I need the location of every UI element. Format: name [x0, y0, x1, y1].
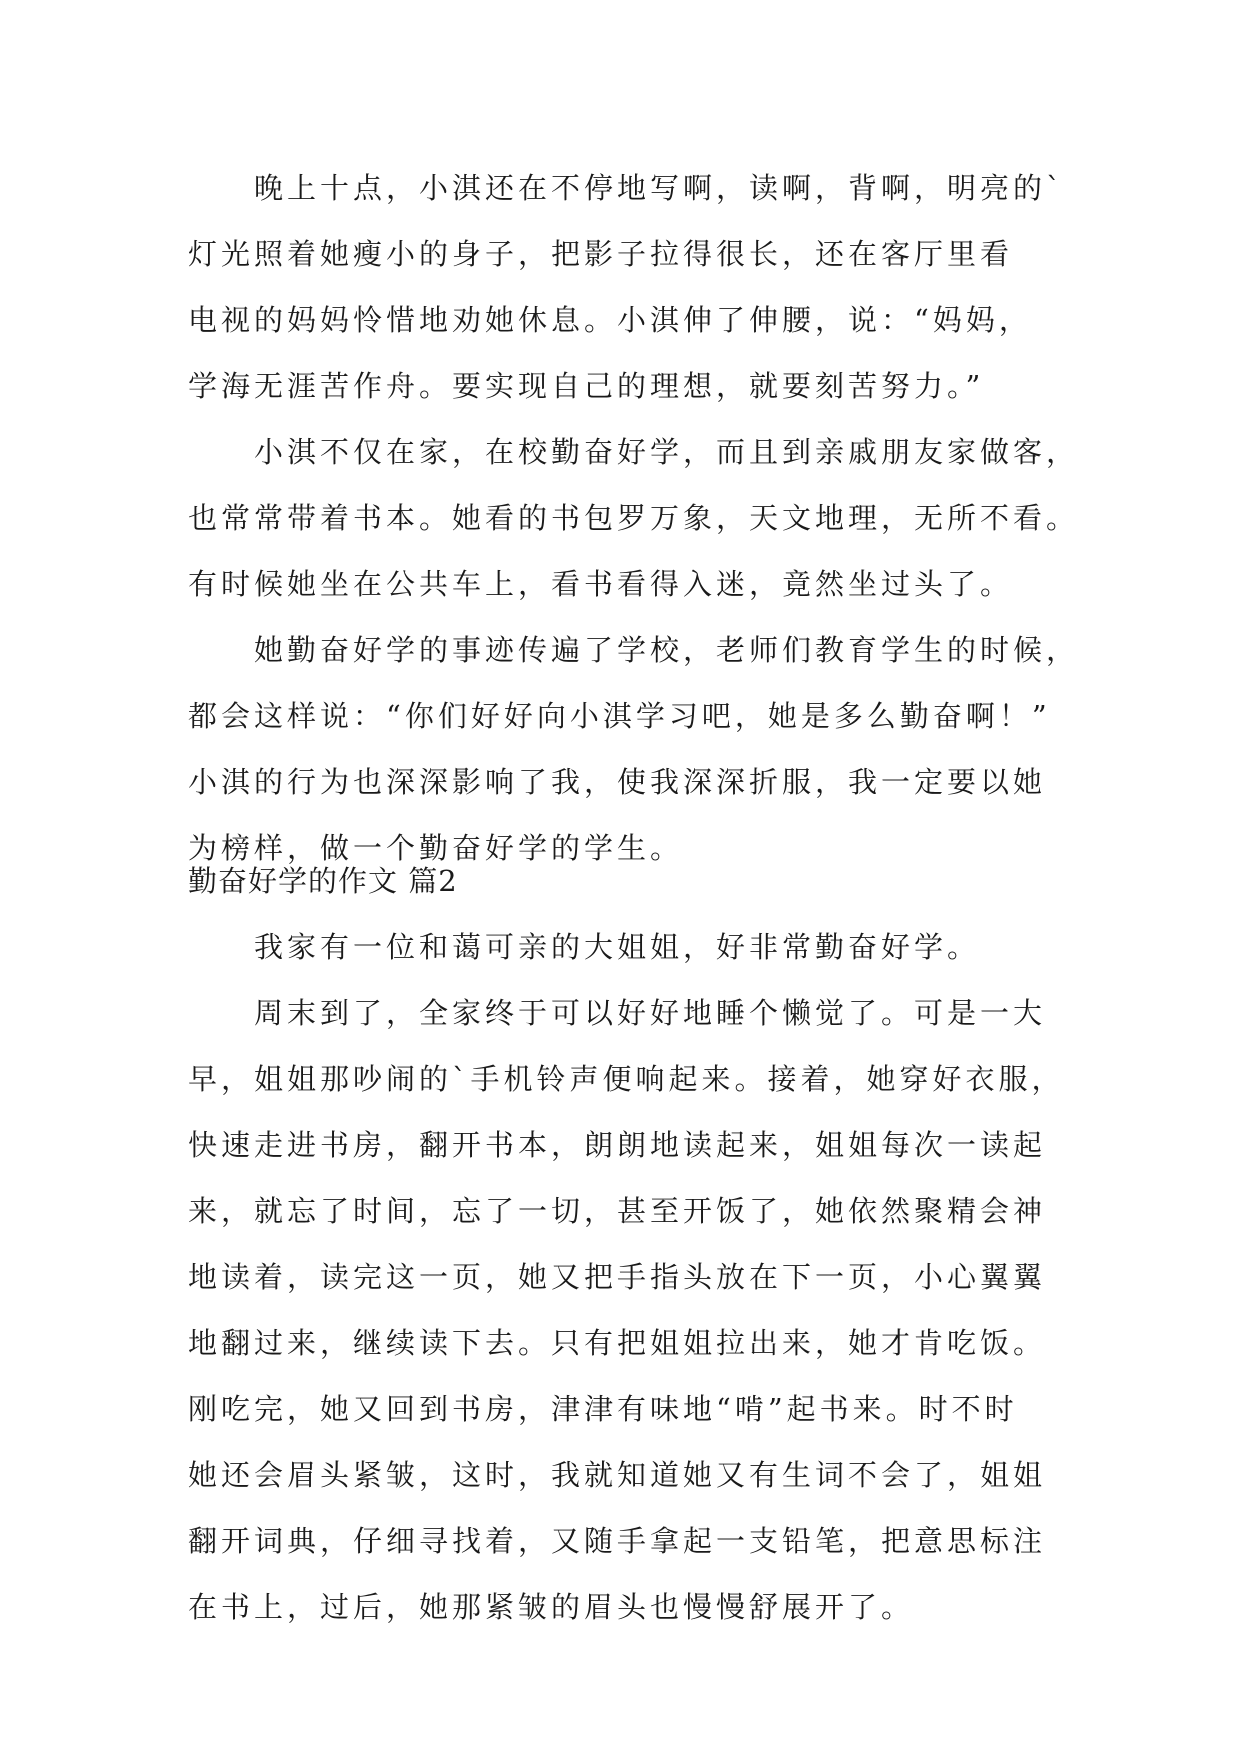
paragraph-line: 来，就忘了时间，忘了一切，甚至开饭了，她依然聚精会神	[188, 1194, 1047, 1228]
paragraph-line: 地翻过来，继续读下去。只有把姐姐拉出来，她才肯吃饭。	[188, 1326, 1047, 1360]
paragraph-line: 她勤奋好学的事迹传遍了学校，老师们教育学生的时候，	[254, 633, 1080, 667]
paragraph-line: 学海无涯苦作舟。要实现自己的理想，就要刻苦努力。”	[188, 369, 985, 403]
essay-section-1	[188, 155, 1080, 881]
essay-section-2	[188, 848, 1068, 1640]
paragraph-line: 有时候她坐在公共车上，看书看得入迷，竟然坐过头了。	[188, 567, 1014, 601]
paragraph-line: 地读着，读完这一页，她又把手指头放在下一页，小心翼翼	[188, 1260, 1047, 1294]
paragraph-line: 快速走进书房，翻开书本，朗朗地读起来，姐姐每次一读起	[188, 1128, 1047, 1162]
paragraph-line: 都会这样说：“你们好好向小淇学习吧，她是多么勤奋啊！”	[188, 699, 1051, 733]
paragraph-line: 她还会眉头紧皱，这时，我就知道她又有生词不会了，姐姐	[188, 1458, 1047, 1492]
paragraph-line: 小淇不仅在家，在校勤奋好学，而且到亲戚朋友家做客，	[254, 435, 1080, 469]
section-heading: 勤奋好学的作文 篇2	[188, 864, 458, 898]
paragraph-line: 晚上十点，小淇还在不停地写啊，读啊，背啊，明亮的`	[254, 171, 1065, 205]
paragraph-line: 也常常带着书本。她看的书包罗万象，天文地理，无所不看。	[188, 501, 1080, 535]
paragraph-line: 灯光照着她瘦小的身子，把影子拉得很长，还在客厅里看	[188, 237, 1014, 271]
paragraph-line: 电视的妈妈怜惜地劝她休息。小淇伸了伸腰，说：“妈妈，	[188, 303, 1032, 337]
paragraph-line: 为榜样，做一个勤奋好学的学生。	[188, 831, 684, 865]
paragraph-line: 在书上，过后，她那紧皱的眉头也慢慢舒展开了。	[188, 1590, 915, 1624]
paragraph-line: 刚吃完，她又回到书房，津津有味地“啃”起书来。时不时	[188, 1392, 1018, 1426]
paragraph-line: 周末到了，全家终于可以好好地睡个懒觉了。可是一大	[254, 996, 1047, 1030]
paragraph-line: 小淇的行为也深深影响了我，使我深深折服，我一定要以她	[188, 765, 1047, 799]
paragraph-line: 我家有一位和蔼可亲的大姐姐，好非常勤奋好学。	[254, 930, 981, 964]
paragraph-line: 早，姐姐那吵闹的`手机铃声便响起来。接着，她穿好衣服，	[188, 1062, 1065, 1096]
paragraph-line: 翻开词典，仔细寻找着，又随手拿起一支铅笔，把意思标注	[188, 1524, 1047, 1558]
